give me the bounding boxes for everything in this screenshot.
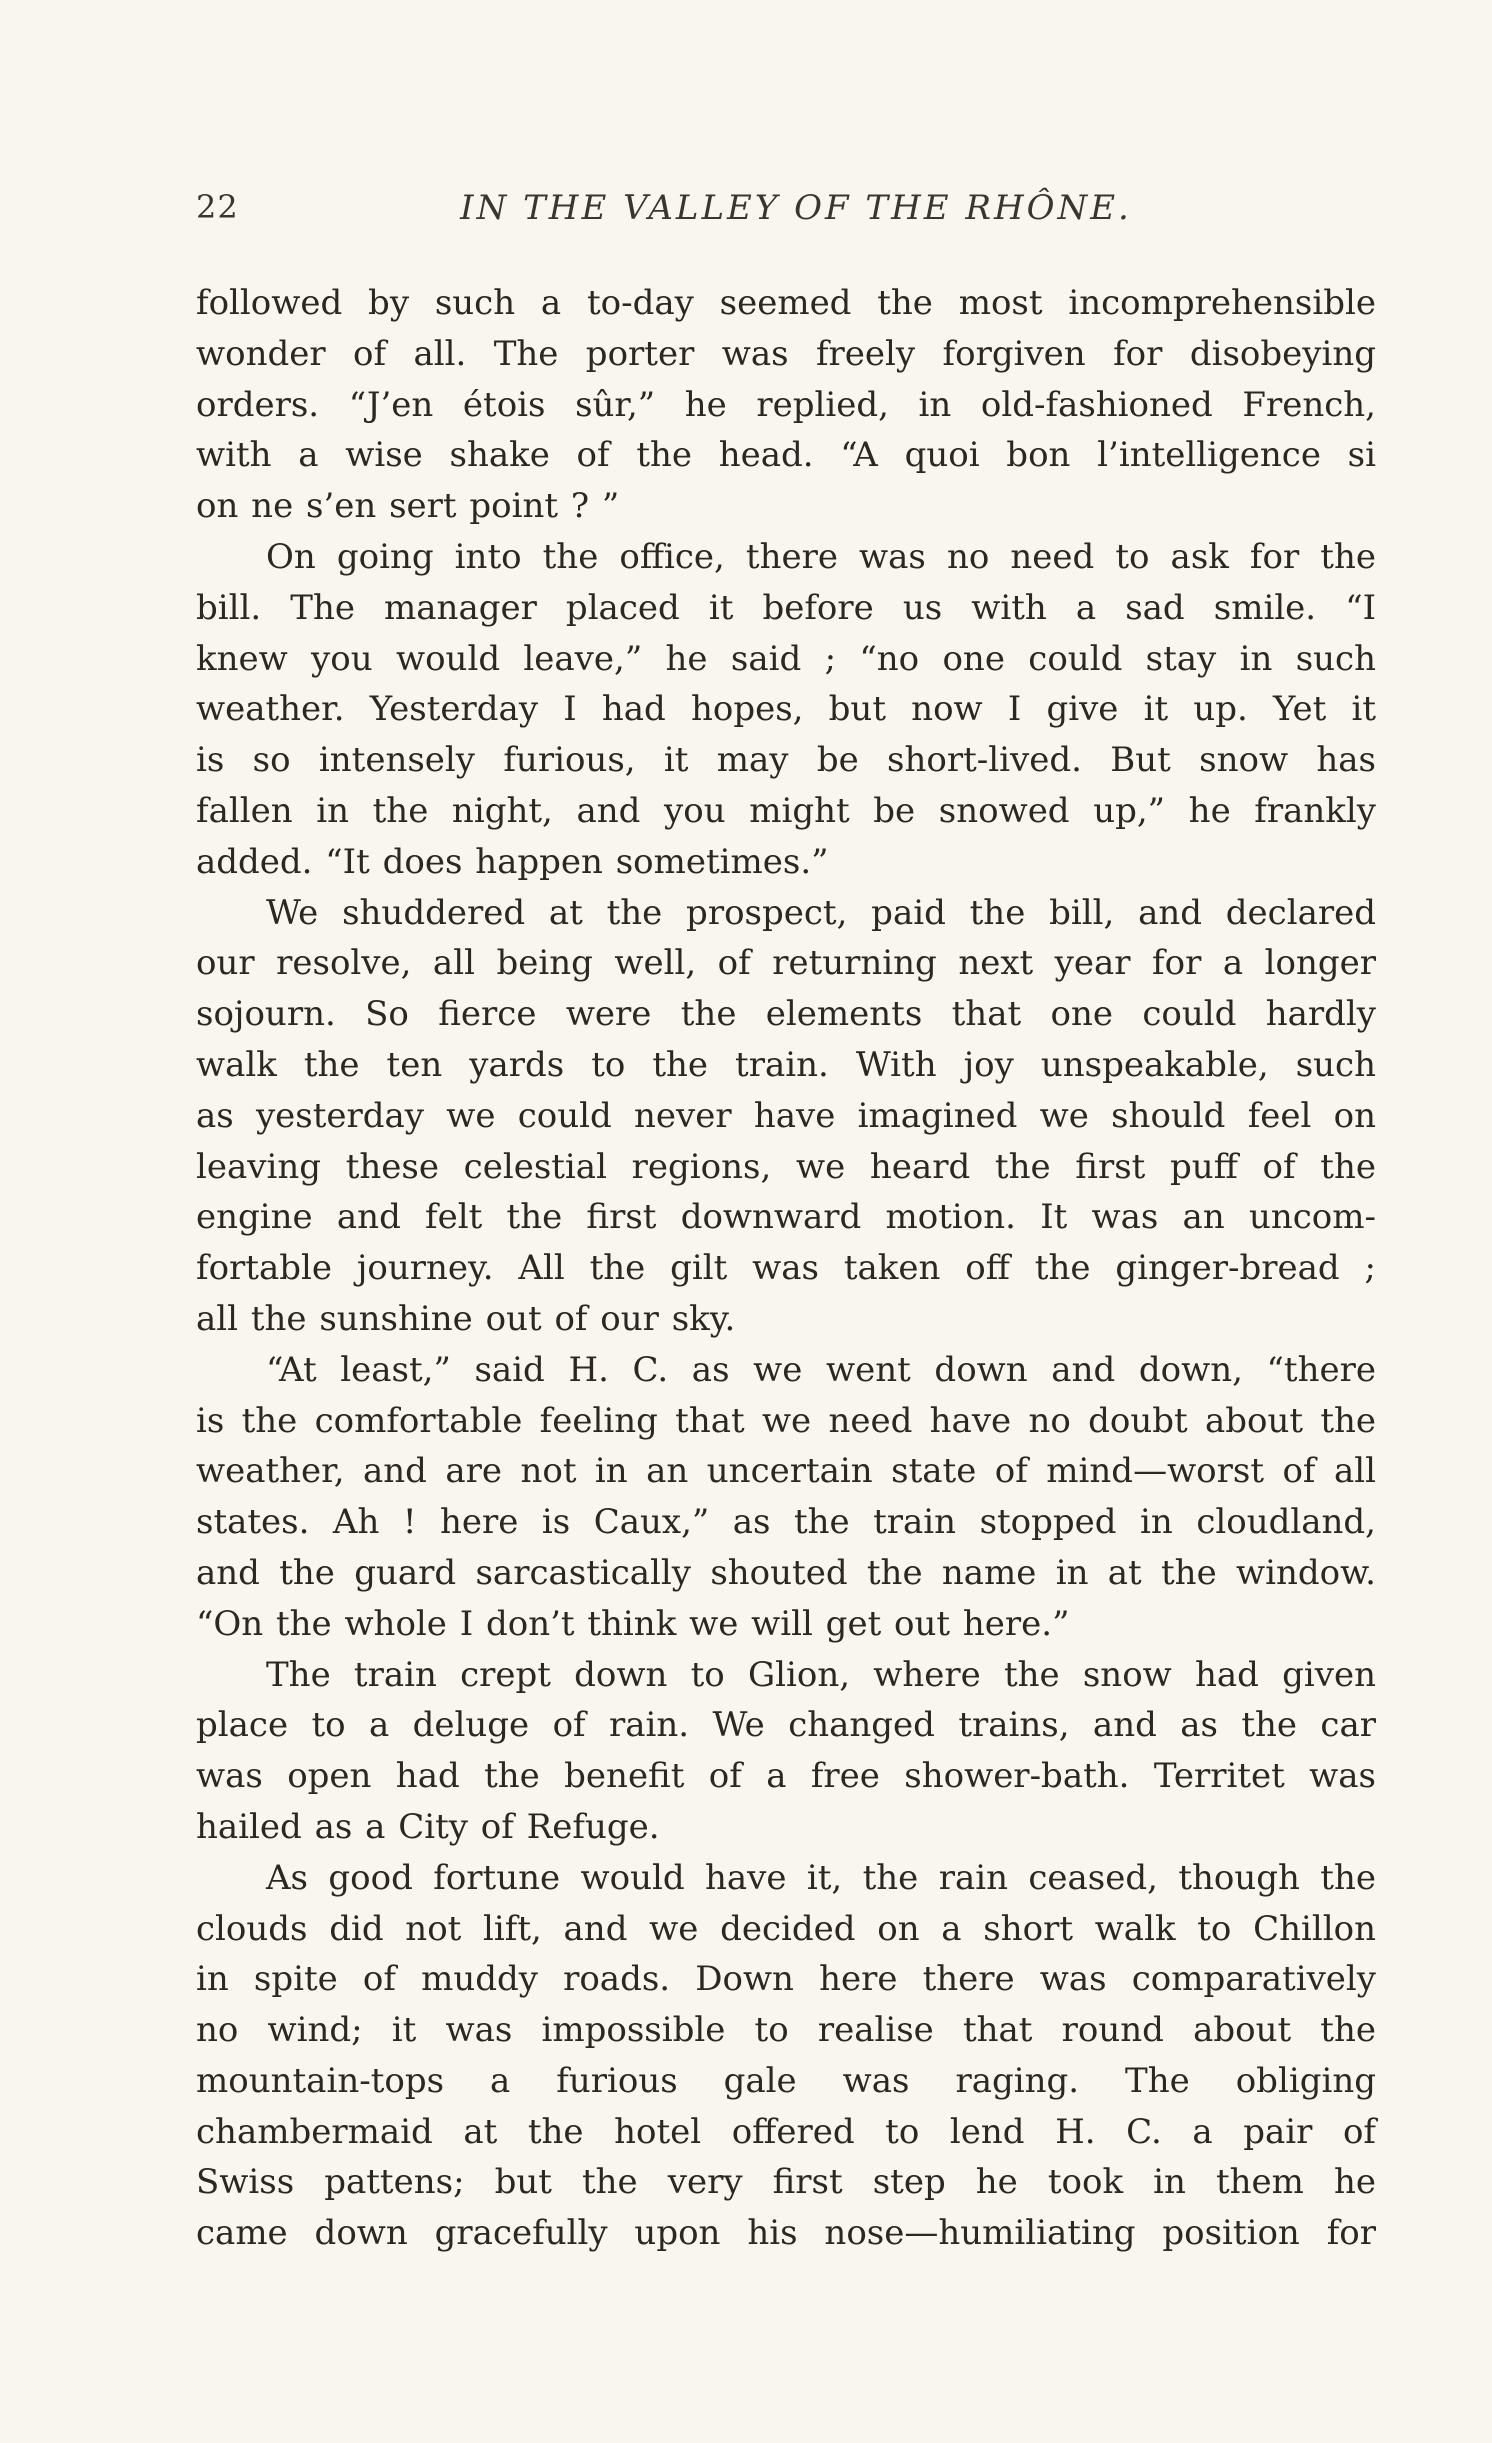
running-head — [196, 188, 1376, 238]
page-number: 22 — [196, 188, 239, 226]
text-line: weather, and are not in an uncertain state of mind—worst of all — [196, 1451, 1376, 1492]
text-line: no wind; it was impossible to realise that round about the — [196, 2010, 1376, 2051]
text-line: on ne s’en sert point ? ” — [196, 486, 620, 527]
text-line: As good fortune would have it, the rain ceased, though the — [266, 1857, 1376, 1898]
text-line: our resolve, all being well, of returning next year for a longer — [196, 943, 1376, 984]
text-line: engine and felt the first downward motion. It was an uncom- — [196, 1197, 1376, 1238]
text-line: all the sunshine out of our sky. — [196, 1298, 736, 1339]
text-line: states. Ah ! here is Caux,” as the train stopped in cloudland, — [196, 1502, 1376, 1543]
text-line: fortable journey. All the gilt was taken off the ginger-bread ; — [196, 1248, 1376, 1289]
text-line: with a wise shake of the head. “A quoi bon l’intelligence si — [196, 435, 1376, 476]
text-line: mountain-tops a furious gale was raging. The obliging — [196, 2060, 1376, 2101]
text-line: leaving these celestial regions, we heard the first puff of the — [196, 1146, 1376, 1187]
text-line: chambermaid at the hotel offered to lend H. C. a pair of — [196, 2111, 1376, 2152]
text-line: “At least,” said H. C. as we went down and down, “there — [266, 1349, 1376, 1390]
text-line: in spite of muddy roads. Down here there was comparatively — [196, 1959, 1376, 2000]
text-line: as yesterday we could never have imagined we should feel on — [196, 1095, 1376, 1136]
text-line: The train crept down to Glion, where the snow had given — [266, 1654, 1376, 1695]
text-line: On going into the office, there was no need to ask for the — [266, 536, 1376, 577]
text-line: fallen in the night, and you might be snowed up,” he frankly — [196, 790, 1376, 831]
text-line: knew you would leave,” he said ; “no one could stay in such — [196, 638, 1376, 679]
text-line: We shuddered at the prospect, paid the bill, and declared — [266, 892, 1376, 933]
text-line: is the comfortable feeling that we need have no doubt about the — [196, 1400, 1376, 1441]
text-line: is so intensely furious, it may be short-lived. But snow has — [196, 740, 1376, 781]
text-line: weather. Yesterday I had hopes, but now I give it up. Yet it — [196, 689, 1376, 730]
text-line: bill. The manager placed it before us with a sad smile. “I — [196, 587, 1376, 628]
running-title: IN THE VALLEY OF THE RHÔNE. — [460, 188, 1132, 228]
text-line: Swiss pattens; but the very first step he took in them he — [196, 2162, 1376, 2203]
text-line: was open had the benefit of a free shower-bath. Territet was — [196, 1756, 1376, 1797]
text-line: added. “It does happen sometimes.” — [196, 841, 829, 882]
text-line: clouds did not lift, and we decided on a short walk to Chillon — [196, 1908, 1376, 1949]
text-line: hailed as a City of Refuge. — [196, 1806, 660, 1847]
body-text — [196, 278, 1376, 2259]
text-line: came down gracefully upon his nose—humiliating position for — [196, 2213, 1376, 2254]
text-line: sojourn. So fierce were the elements that one could hardly — [196, 994, 1376, 1035]
text-line: orders. “J’en étois sûr,” he replied, in old-fashioned French, — [196, 384, 1376, 425]
text-line: place to a deluge of rain. We changed trains, and as the car — [196, 1705, 1376, 1746]
text-line: and the guard sarcastically shouted the name in at the window. — [196, 1552, 1376, 1593]
text-line: followed by such a to-day seemed the most incomprehensible — [196, 283, 1376, 323]
text-line: “On the whole I don’t think we will get out here.” — [196, 1603, 1070, 1644]
text-line: walk the ten yards to the train. With joy unspeakable, such — [196, 1044, 1376, 1085]
text-line: wonder of all. The porter was freely forgiven for disobeying — [196, 333, 1376, 374]
